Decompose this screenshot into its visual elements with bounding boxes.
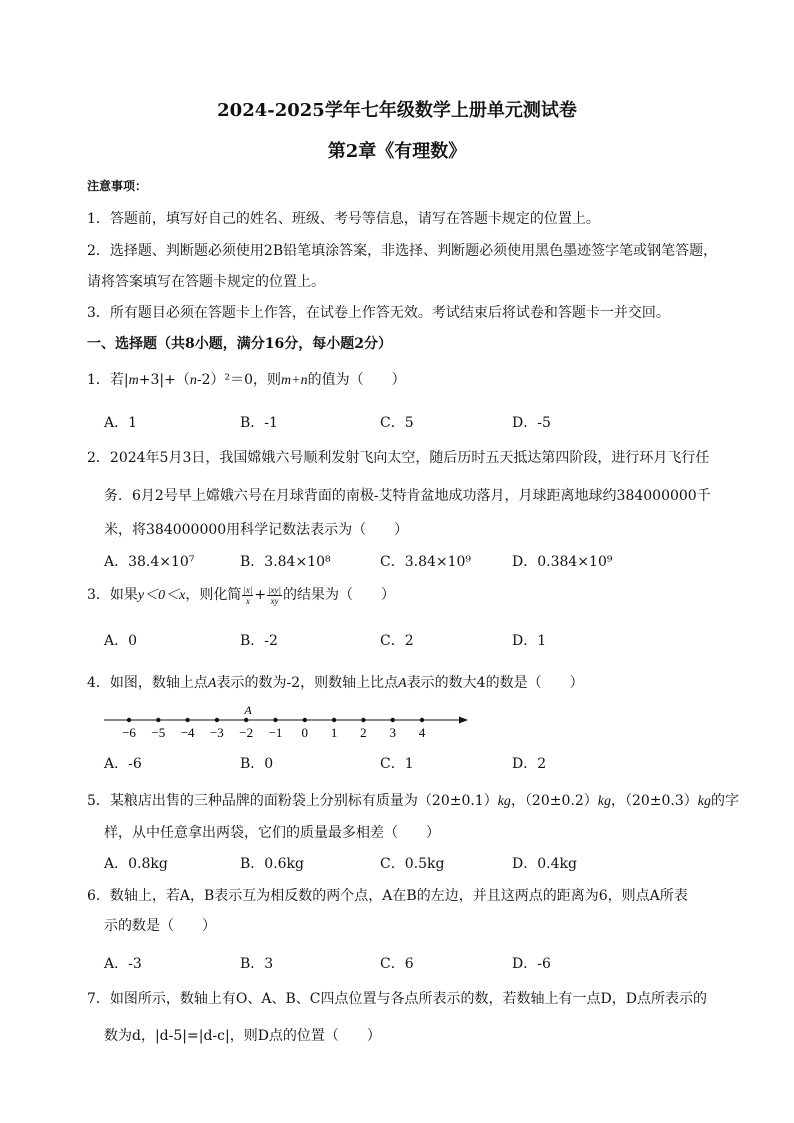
- q1-text-start: 1．若|: [87, 372, 129, 388]
- q2-option-c[interactable]: C．3.84×10⁹: [380, 554, 472, 570]
- q3-option-c[interactable]: C．2: [380, 633, 414, 649]
- number-line-tick-label: 1: [330, 725, 338, 740]
- q2-option-b[interactable]: B．3.84×10⁸: [240, 554, 331, 570]
- q1-text-mid: +3|+（: [138, 372, 190, 388]
- note-3: 3．所有题目必须在答题卡上作答，在试卷上作答无效。考试结束后将试卷和答题卡一并交回。: [87, 305, 670, 321]
- q5-option-d[interactable]: D．0.4kg: [512, 856, 577, 872]
- q4-option-c[interactable]: C．1: [380, 756, 414, 772]
- question-3: [87, 584, 395, 606]
- q5-text-start: 5．某粮店出售的三种品牌的面粉袋上分别标有质量为（20±0.1）: [87, 793, 498, 809]
- q1-var-n: n: [189, 373, 197, 388]
- q1-text-end: 的值为（ ）: [307, 372, 406, 388]
- q4-text-mid: 表示的数为-2，则数轴上比点: [216, 675, 399, 691]
- q3-text-end: 的结果为（ ）: [282, 587, 395, 603]
- number-line-point: [303, 718, 307, 722]
- q5-text-mid2: ，（20±0.3）: [610, 793, 698, 809]
- q6-option-b[interactable]: B．3: [240, 956, 274, 972]
- number-line-point: [127, 718, 131, 722]
- question-7-line-2: 数为d，|d-5|=|d-c|，则D点的位置（ ）: [104, 1028, 381, 1044]
- number-line-tick-label: −2: [239, 725, 254, 740]
- q5-unit-2: kg: [597, 794, 611, 809]
- number-line-point: [332, 718, 336, 722]
- q5-text-end: 的字: [711, 793, 739, 809]
- question-6-line-1: 6．数轴上，若A，B表示互为相反数的两个点，A在B的左边，并且这两点的距离为6，则点A所表: [87, 888, 688, 904]
- number-line-tick-label: 3: [389, 725, 396, 740]
- q1-option-d[interactable]: D．-5: [512, 415, 551, 431]
- q3-text-mid: ，则化简: [185, 587, 242, 603]
- q3-option-b[interactable]: B．-2: [240, 633, 278, 649]
- q5-option-b[interactable]: B．0.6kg: [240, 856, 304, 872]
- number-line-arrow: [459, 717, 468, 724]
- question-6-line-2: 示的数是（ ）: [104, 918, 216, 934]
- number-line-point: [156, 718, 160, 722]
- q3-option-a[interactable]: A．0: [104, 633, 138, 649]
- number-line-point: [273, 718, 277, 722]
- number-line-figure: [100, 700, 480, 742]
- q1-option-a[interactable]: A．1: [104, 415, 138, 431]
- q5-text-mid: ，（20±0.2）: [510, 793, 598, 809]
- q6-option-a[interactable]: A．-3: [104, 956, 142, 972]
- q4-text-end: 表示的数大4的数是（ ）: [406, 675, 584, 691]
- note-2: 2．选择题、判断题必须使用2B铅笔填涂答案，非选择、判断题必须使用黑色墨迹签字笔或钢笔答题，: [87, 243, 718, 259]
- chapter-subtitle: 第2章《有理数》: [327, 141, 467, 162]
- q1-var-m: m: [128, 373, 139, 388]
- number-line-point-a-label: A: [244, 703, 252, 717]
- q5-option-a[interactable]: A．0.8kg: [104, 856, 168, 872]
- q3-text-start: 3．如果: [87, 587, 138, 603]
- q2-option-a[interactable]: A．38.4×10⁷: [104, 554, 195, 570]
- q1-text-mid2: -2）²＝0，则: [196, 372, 282, 388]
- q3-inequality: y＜0＜x: [137, 588, 186, 603]
- q1-option-b[interactable]: B．-1: [240, 415, 278, 431]
- q3-plus: +: [254, 587, 267, 603]
- number-line-point: [215, 718, 219, 722]
- number-line-tick-label: 4: [418, 725, 426, 740]
- q2-option-d[interactable]: D．0.384×10⁹: [512, 554, 613, 570]
- number-line-tick-label: −5: [151, 725, 166, 740]
- q5-unit-1: kg: [497, 794, 511, 809]
- notes-heading: 注意事项：: [87, 179, 148, 193]
- exam-title: 2024-2025学年七年级数学上册单元测试卷: [217, 100, 577, 121]
- q6-option-c[interactable]: C．6: [380, 956, 414, 972]
- question-5-line-2: 样，从中任意拿出两袋，它们的质量最多相差（ ）: [104, 825, 440, 841]
- q5-option-c[interactable]: C．0.5kg: [380, 856, 445, 872]
- question-1: [87, 369, 406, 389]
- number-line-tick-label: −4: [180, 725, 195, 740]
- question-2-line-3: 米，将384000000用科学记数法表示为（ ）: [104, 522, 409, 538]
- section-heading: 一、选择题（共8小题，满分16分，每小题2分）: [87, 336, 392, 352]
- q1-var-mn: m+n: [281, 373, 308, 388]
- number-line-point: [244, 718, 248, 722]
- question-7-line-1: 7．如图所示，数轴上有O、A、B、C四点位置与各点所表示的数，若数轴上有一点D，D点所表示的: [87, 991, 707, 1007]
- q3-fraction-1: $\frac{|x|}{x}$: [243, 584, 253, 606]
- number-line-point: [420, 718, 424, 722]
- question-2-line-1: 2．2024年5月3日，我国嫦娥六号顺利发射飞向太空，随后历时五天抵达第四阶段，进行环月飞行任: [87, 450, 710, 466]
- q5-unit-3: kg: [697, 794, 711, 809]
- number-line-tick-label: 0: [301, 725, 309, 740]
- number-line-tick-label: 2: [360, 725, 367, 740]
- q4-option-d[interactable]: D．2: [512, 756, 547, 772]
- note-2-continued: 请将答案填写在答题卡规定的位置上。: [87, 274, 325, 290]
- q3-option-d[interactable]: D．1: [512, 633, 547, 649]
- q4-option-b[interactable]: B．0: [240, 756, 274, 772]
- number-line-point: [185, 718, 189, 722]
- q4-text-start: 4．如图，数轴上点: [87, 675, 208, 691]
- q4-point-a: A: [207, 676, 217, 691]
- q3-fraction-2: $\frac{|xy|}{xy}$: [268, 584, 281, 606]
- number-line-tick-label: −6: [122, 725, 136, 740]
- question-4: [87, 672, 584, 692]
- question-5-line-1: [87, 790, 739, 810]
- q1-option-c[interactable]: C．5: [380, 415, 414, 431]
- number-line-point: [361, 718, 365, 722]
- q4-point-a-2: A: [398, 676, 407, 691]
- q4-option-a[interactable]: A．-6: [104, 756, 142, 772]
- q6-option-d[interactable]: D．-6: [512, 956, 551, 972]
- number-line-tick-label: −1: [268, 725, 283, 740]
- number-line-point: [391, 718, 395, 722]
- question-2-line-2: 务．6月2号早上嫦娥六号在月球背面的南极-艾特肯盆地成功落月，月球距离地球约384000000千: [104, 488, 711, 504]
- note-1: 1．答题前，填写好自己的姓名、班级、考号等信息，请写在答题卡规定的位置上。: [87, 211, 600, 227]
- number-line-tick-label: −3: [209, 725, 224, 740]
